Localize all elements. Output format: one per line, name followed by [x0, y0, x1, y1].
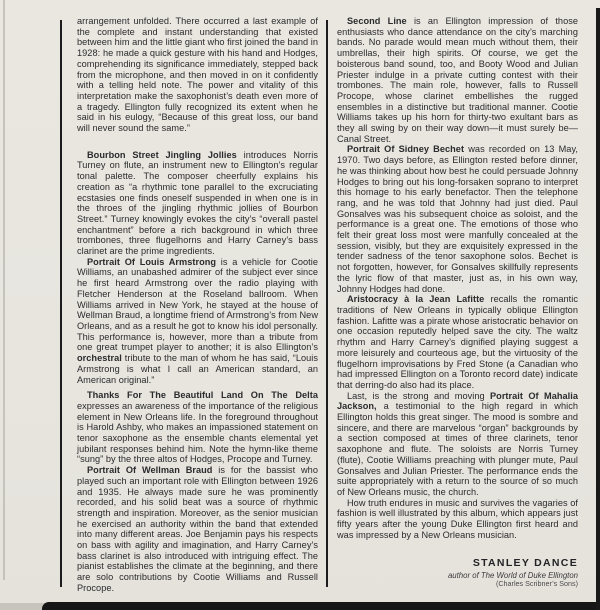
paragraph — [77, 150, 318, 257]
text-column-right — [337, 16, 578, 540]
track-title: Portrait Of Louis Armstrong — [87, 256, 217, 267]
track-title: Aristocracy à la Jean Lafitte — [347, 294, 485, 305]
author-credit-title: The World of Duke Ellington — [480, 571, 578, 580]
track-title: Thanks For The Beautiful Land On The Delta — [87, 390, 318, 401]
scan-corner-bottom-left — [0, 603, 48, 610]
paragraph — [77, 257, 318, 385]
paragraph — [337, 144, 578, 294]
text-run: a testimonial to the high regard in which Ellington holds this great singer. The mood is sombre and sincere, and there are marvelous “organ” backgrounds by a section composed at times of three clarinets, tenor saxophone and flute. The soloists are Norris Turney (flute), Cootie Williams preaching with plunger mute, Paul Gonsalves and Julian Priester. The performance ends the suite appropriately with a return to the source of so much of New Orleans music, the church. — [337, 401, 578, 497]
paragraph — [77, 465, 318, 593]
scan-edge-bottom — [42, 602, 600, 610]
author-signature-block — [337, 557, 578, 589]
paragraph — [337, 16, 578, 144]
paragraph — [337, 391, 578, 498]
track-title: Portrait Of Wellman Braud — [87, 465, 213, 476]
text-run: expresses an awareness of the importance of the religious element in New Orleans life. In the foreground throughout is Harold Ashby, who makes an impassioned statement on tenor saxophone as the ensemble chants elemental yet jubilant responses behind him. Note the hymn-like theme “sung” by the three altos of Hodges, Procope and Turney. — [77, 400, 318, 465]
text-run: Last, is the strong and moving — [347, 390, 490, 401]
text-run: is for the bassist who played such an important role with Ellington between 1926 and 1935. He always made sure he was prominently recorded, and his solid beat was a source of rhythmic strength and inspiration. Moreover, as the senior musician he exercised an authority within the band that extended into many different areas. Joe Benjamin pays his respects on bass with agility and imagination, and Harry Carney’s bass clarinet is also introduced with intriguing effect. The pianist establishes the climate at the beginning, and there are solo contributions by Cootie Williams and Russell Procope. — [77, 465, 318, 593]
paragraph — [77, 16, 318, 134]
text-run: is an Ellington impression of those enthusiasts who dance attendance on the city’s marching bands. No parade would mean much without them, their umbrellas, their high spirits. Of course, we get the boisterous band sound, too, and Booty Wood and Julian Priester indulge in a private cutting contest with their trombones. The main role, however, falls to Russell Procope, whose clarinet embellishes the rugged ensembles in a distinctive but traditional manner. Cootie Williams takes up his horn for thirty-two exultant bars as they all swing by on their way down—it must surely be—Canal Street. — [337, 16, 579, 144]
text-run: is a vehicle for Cootie Williams, an unabashed admirer of the subject ever since he first heard Armstrong over the radio playing with Fletcher Henderson at the Roseland ballroom. When Williams arrived in New York, he stayed at the house of Wellman Braud, a longtime friend of Armstrong’s from New Orleans, and as a result he got to know his idol personally. This performance is, however, more than a tribute from one great trumpet player to another; it is also Ellington’s — [77, 256, 318, 353]
scan-edge-left — [3, 0, 5, 580]
track-title: Second Line — [347, 16, 407, 26]
author-name: STANLEY DANCE — [472, 557, 578, 569]
text-run: was recorded on 13 May, 1970. Two days before, as Ellington rested before dinner, he was thinking about how best he could persuade Johnny Hodges to bring out his long-forsaken soprano to interpret this homage to his early benefactor. Then the telephone rang, and he was told that Johnny had just died. Paul Gonsalves was his subsequent choice as soloist, and the performance is a great one. The emotions of those who felt their great loss most were manfully concealed at the session, visibly, but they are exquisitely expressed in the tender sadness of the tenor saxophone solos. Bechet is not forgotten, however, for Gonsalves skillfully represents the lyric flow of that master, just as, in his own way, Johnny Hodges had done. — [337, 144, 578, 294]
track-title: Bourbon Street Jingling Jollies — [87, 149, 237, 160]
text-run: How truth endures in music and survives the vagaries of fashion is well illustrated by this album, which appears just fifty years after the young Duke Ellington first heard and was impressed by a New Orleans musician. — [337, 497, 578, 540]
scan-edge-right — [596, 8, 600, 610]
text-column-left — [77, 16, 318, 594]
track-title: Portrait Of Mahalia Jackson, — [337, 390, 578, 412]
emphasis-text: orchestral — [77, 353, 122, 364]
text-run: arrangement unfolded. There occurred a last example of the complete and instant understanding that existed between him and the little giant who first joined the band in 1928: he made a quick gesture with his hand and Hodges, comprehending its significance immediately, stepped back from the microphone, and then moved in on it confidently with a telling held note. The power and vitality of this interpretation make the saxophonist’s death even more of a tragedy. Ellington fully recognized its extent when he said in his eulogy, “Because of this great loss, our band will never sound the same.” — [77, 16, 318, 134]
column-rule-left — [60, 20, 62, 587]
text-run: tribute to the man of whom he has said, “Louis Armstrong is what I call an American standard, an American original.” — [77, 353, 318, 385]
track-title: Portrait Of Sidney Bechet — [347, 144, 465, 155]
publisher-credit: (Charles Scribner’s Sons) — [495, 579, 578, 588]
column-rule-middle — [326, 20, 328, 587]
text-run: recalls the romantic traditions of New Orleans in typically oblique Ellington fashion. Lafitte was a pirate whose aristocratic behavior on one occasion reputedly helped save the city. The waltz rhythm and Harry Carney’s dignified playing suggest a more leisurely and courteous age, but the virtuosity of the flugelhorn improvisations by Fred Stone (a Canadian who had impressed Ellington on a Toronto record date) indicate that derring-do also had its place. — [337, 294, 578, 390]
paragraph — [77, 390, 318, 465]
paragraph — [337, 498, 578, 541]
text-run: introduces Norris Turney on flute, an instrument new to Ellington’s regular tonal palette. The composer cheerfully explains his creation as “a rhythmic tone parallel to the excruciating ecstasies one finds oneself suspended in when one is in the throes of the jingling rhythmic jollies of Bourbon Street.” Turney knowingly evokes the city’s “overall pastel enchantment” before a rich background in which three trombones, three flugelhorns and Harry Carney’s bass clarinet are the prime ingredients. — [77, 149, 318, 257]
paragraph — [337, 294, 578, 390]
author-credit-prefix: author of — [447, 571, 481, 580]
